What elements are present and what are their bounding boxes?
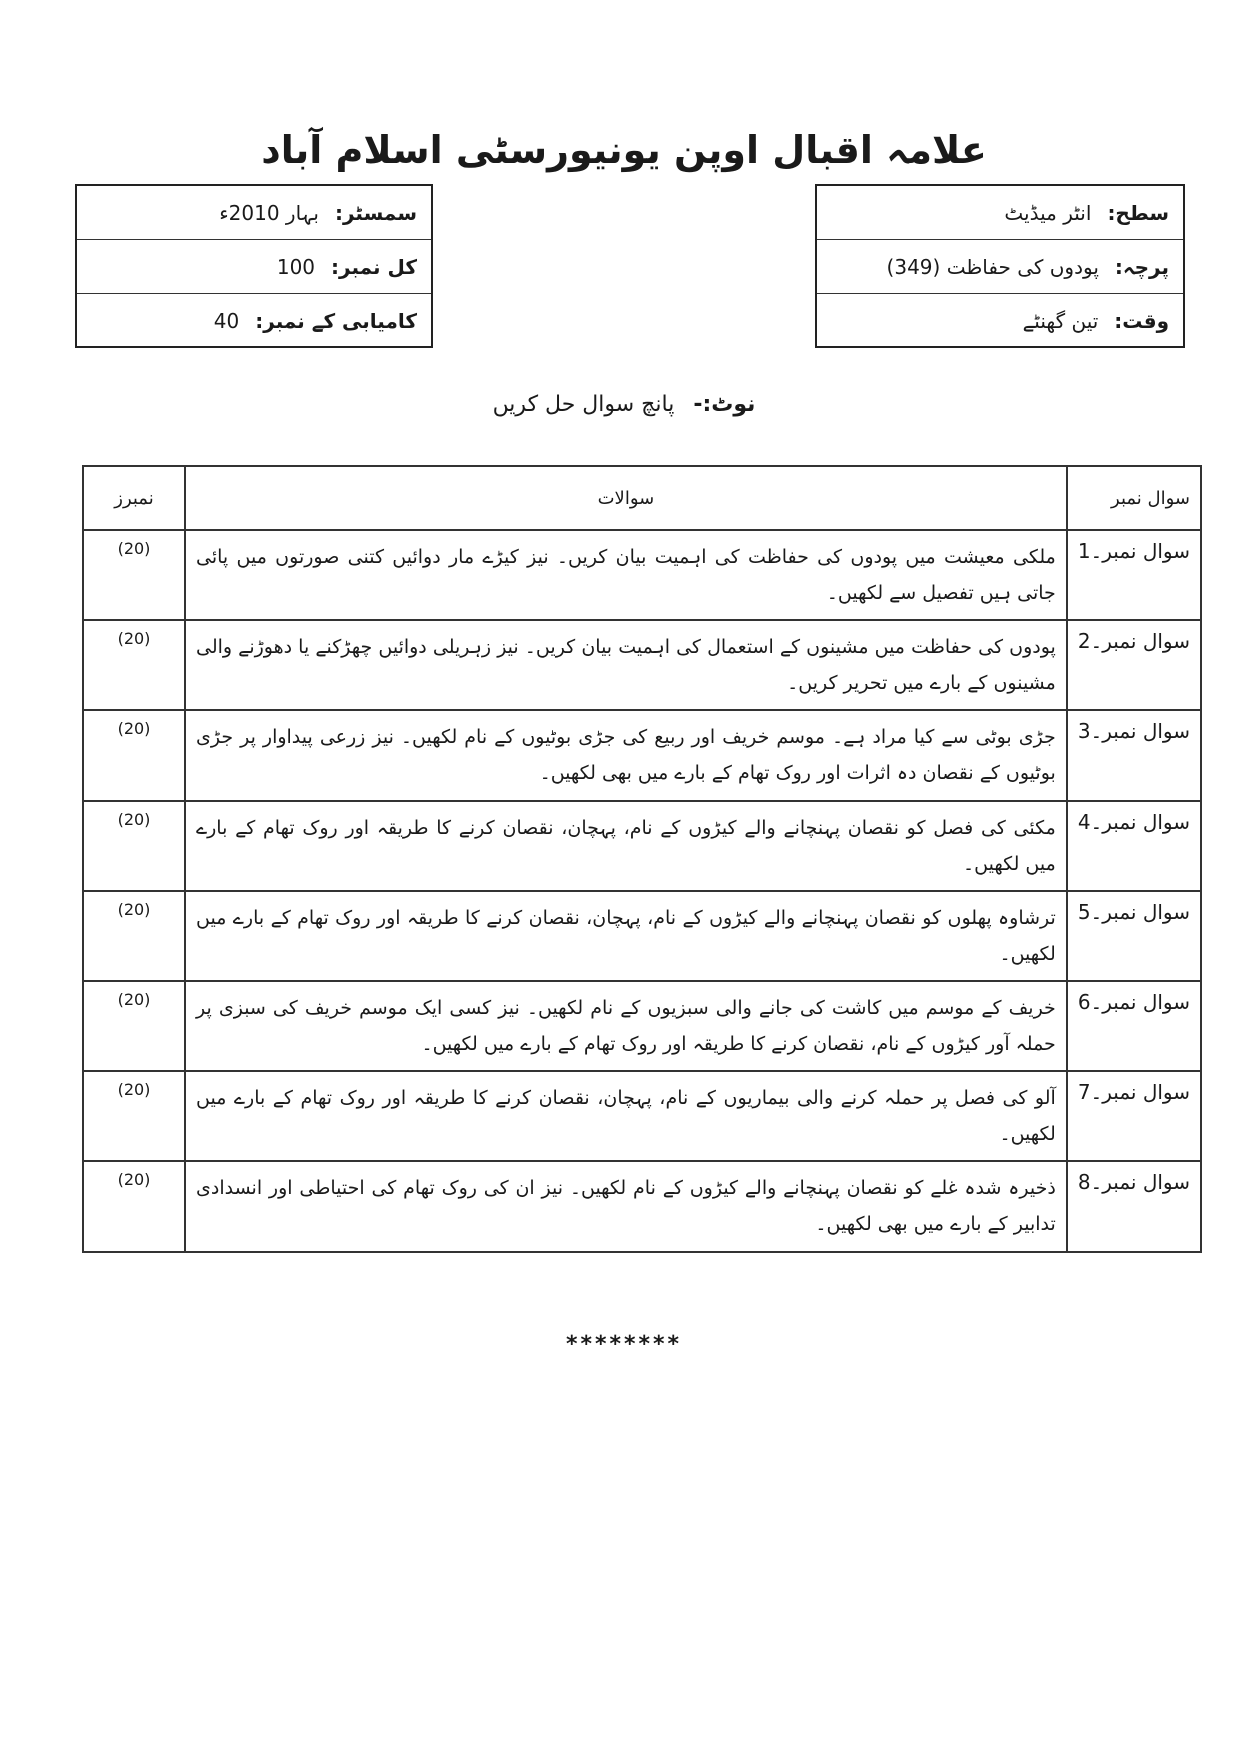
paper-info-box: [815, 184, 1185, 348]
marks-info-box: [75, 184, 433, 348]
semester-value: بہار 2010ء: [219, 200, 319, 225]
instruction-note: [0, 392, 1248, 417]
question-number: سوال نمبر۔2: [1067, 620, 1201, 710]
paper-value: پودوں کی حفاظت (349): [886, 254, 1099, 279]
pass-marks-label: کامیابی کے نمبر:: [255, 309, 417, 333]
header-questions: سوالات: [185, 466, 1067, 530]
question-number: سوال نمبر۔3: [1067, 710, 1201, 800]
note-text: پانچ سوال حل کریں: [492, 392, 675, 417]
question-marks: (20): [83, 981, 185, 1071]
question-marks: (20): [83, 891, 185, 981]
question-marks: (20): [83, 530, 185, 620]
time-value: تین گھنٹے: [1022, 309, 1099, 333]
question-text: ذخیرہ شدہ غلے کو نقصان پہنچانے والے کیڑوں کے نام لکھیں۔ نیز ان کی روک تھام کی احتیاطی اور انسدادی تدابیر کے بارے میں بھی لکھیں۔: [185, 1161, 1067, 1251]
semester-label: سمسٹر:: [334, 200, 417, 225]
paper-label: پرچہ:: [1114, 254, 1169, 279]
question-marks: (20): [83, 801, 185, 891]
pass-marks-row: [77, 294, 431, 348]
table-row: [83, 530, 1201, 620]
table-header-row: [83, 466, 1201, 530]
table-row: [83, 981, 1201, 1071]
paper-row: [817, 240, 1183, 294]
question-number: سوال نمبر۔4: [1067, 801, 1201, 891]
level-value: انٹر میڈیٹ: [1004, 200, 1092, 225]
header-marks: نمبرز: [83, 466, 185, 530]
table-row: [83, 710, 1201, 800]
semester-row: [77, 186, 431, 240]
question-text: پودوں کی حفاظت میں مشینوں کے استعمال کی اہمیت بیان کریں۔ نیز زہریلی دوائیں چھڑکنے یا دھوڑنے والی مشینوں کے بارے میں تحریر کریں۔: [185, 620, 1067, 710]
question-number: سوال نمبر۔5: [1067, 891, 1201, 981]
header-question-number: سوال نمبر: [1067, 466, 1201, 530]
question-marks: (20): [83, 1071, 185, 1161]
question-number: سوال نمبر۔1: [1067, 530, 1201, 620]
time-row: [817, 294, 1183, 348]
end-of-paper-stars: ********: [565, 1332, 683, 1357]
question-marks: (20): [83, 620, 185, 710]
question-text: خریف کے موسم میں کاشت کی جانے والی سبزیوں کے نام لکھیں۔ نیز کسی ایک موسم خریف کی سبزی پر حملہ آور کیڑوں کے نام، نقصان کرنے کا طریقہ اور روک تھام کے بارے میں لکھیں۔: [185, 981, 1067, 1071]
question-text: ملکی معیشت میں پودوں کی حفاظت کی اہمیت بیان کریں۔ نیز کیڑے مار دوائیں کتنی صورتوں میں پائی جاتی ہیں تفصیل سے لکھیں۔: [185, 530, 1067, 620]
table-row: [83, 1161, 1201, 1251]
question-marks: (20): [83, 1161, 185, 1251]
total-marks-value: 100: [276, 254, 316, 279]
question-text: جڑی بوٹی سے کیا مراد ہے۔ موسم خریف اور ربیع کی جڑی بوٹیوں کے نام لکھیں۔ نیز زرعی پیداوار پر جڑی بوٹیوں کے نقصان دہ اثرات اور روک تھام کے بارے میں بھی لکھیں۔: [185, 710, 1067, 800]
question-text: ترشاوہ پھلوں کو نقصان پہنچانے والے کیڑوں کے نام، پہچان، نقصان کرنے کا طریقہ اور روک تھام کے بارے میں لکھیں۔: [185, 891, 1067, 981]
note-label: نوٹ:-: [693, 392, 756, 417]
questions-table: [82, 465, 1202, 1253]
table-row: [83, 801, 1201, 891]
question-number: سوال نمبر۔6: [1067, 981, 1201, 1071]
total-marks-row: [77, 240, 431, 294]
question-text: مکئی کی فصل کو نقصان پہنچانے والے کیڑوں کے نام، پہچان، نقصان کرنے کا طریقہ اور روک تھام کے بارے میں لکھیں۔: [185, 801, 1067, 891]
table-row: [83, 1071, 1201, 1161]
pass-marks-value: 40: [213, 309, 240, 333]
table-row: [83, 620, 1201, 710]
level-row: [817, 186, 1183, 240]
question-marks: (20): [83, 710, 185, 800]
level-label: سطح:: [1107, 200, 1169, 225]
university-title: علامہ اقبال اوپن یونیورسٹی اسلام آباد: [261, 128, 987, 172]
time-label: وقت:: [1114, 309, 1169, 333]
question-number: سوال نمبر۔8: [1067, 1161, 1201, 1251]
question-number: سوال نمبر۔7: [1067, 1071, 1201, 1161]
total-marks-label: کل نمبر:: [331, 254, 417, 279]
table-row: [83, 891, 1201, 981]
question-text: آلو کی فصل پر حملہ کرنے والی بیماریوں کے نام، پہچان، نقصان کرنے کا طریقہ اور روک تھام کے بارے میں لکھیں۔: [185, 1071, 1067, 1161]
